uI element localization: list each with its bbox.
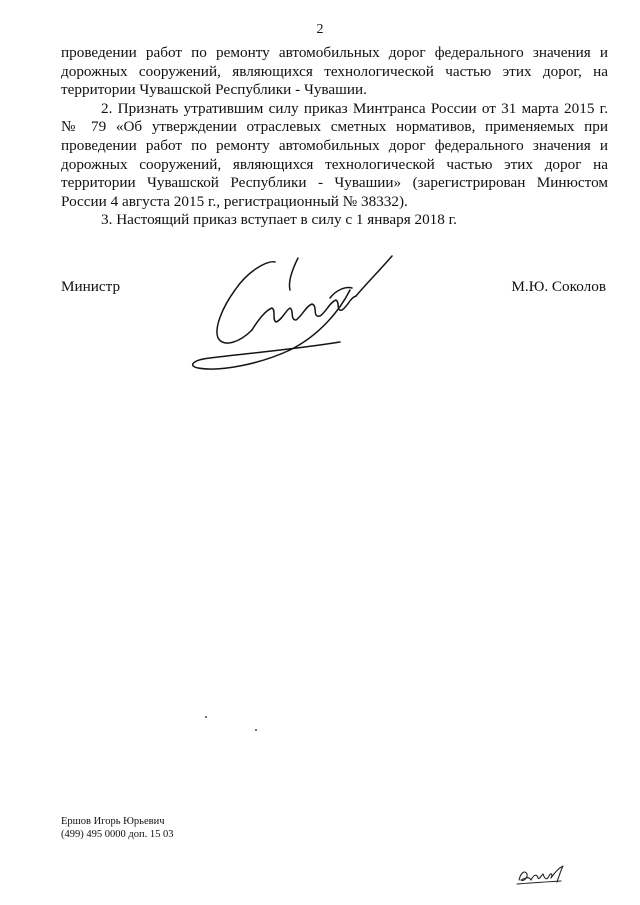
scan-speck [205,716,207,718]
document-body [61,44,608,230]
contact-name: Ершов Игорь Юрьевич [61,816,165,827]
signer-title: Министр [61,278,121,295]
page-number: 2 [316,22,324,37]
contact-info [61,815,173,841]
paragraph-item-3: 3. Настоящий приказ вступает в силу с 1 января 2018 г. [101,211,457,229]
handwritten-initials [515,862,567,888]
scan-speck [255,729,257,731]
handwritten-signature [180,250,400,380]
signer-name: М.Ю. Соколов [511,278,606,295]
contact-phone: (499) 495 0000 доп. 15 03 [61,829,174,840]
paragraph-item-2: 2. Признать утратившим силу приказ Минтранса России от 31 марта 2015 г. № 79 «Об утверждении отраслевых сметных нормативов, применяемых при проведении работ по ремонту автомобильных дорог федерального значения и дорожных сооружений, являющихся технологической частью этих дорог на территории Чувашской Республики - Чувашии» (зарегистрирован Минюстом России 4 августа 2015 г., регистрационный № 38332). [61,99,608,210]
paragraph-continuation: проведении работ по ремонту автомобильных дорог федерального значения и дорожных сооружений, являющихся технологической частью этих дорог, на территории Чувашской Республики - Чувашии. [61,44,608,99]
